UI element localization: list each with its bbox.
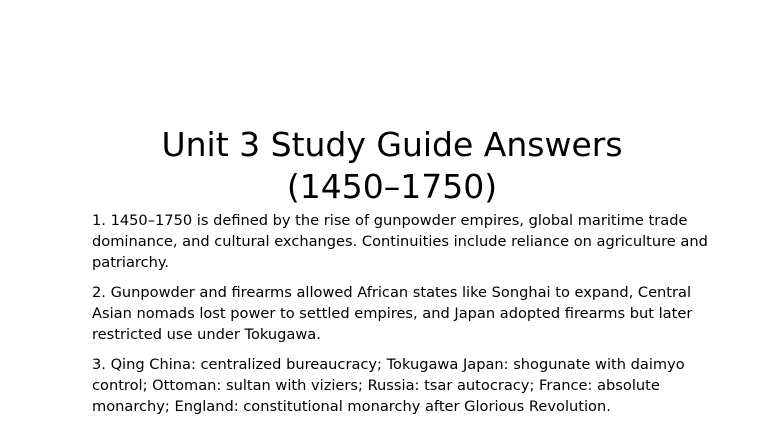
slide-title <box>0 124 784 208</box>
answer-paragraph-1: 1. 1450–1750 is defined by the rise of gunpowder empires, global maritime trade dominance, and cultural exchanges. Continuities include reliance on agriculture and patriarchy. <box>92 212 708 271</box>
answer-paragraph-3: 3. Qing China: centralized bureaucracy; Tokugawa Japan: shogunate with daimyo control; Ottoman: sultan with viziers; Russia: tsar autocracy; France: absolute monarchy; England: constitutional monarchy after Glorious Revolution. <box>92 356 685 415</box>
slide-body <box>92 210 712 426</box>
title-line-1: Unit 3 Study Guide Answers <box>161 125 623 164</box>
title-line-2: (1450–1750) <box>286 167 498 206</box>
answer-paragraph-2: 2. Gunpowder and firearms allowed African states like Songhai to expand, Central Asian nomads lost power to settled empires, and Japan adopted firearms but later restricted use under Tokugawa. <box>92 284 693 343</box>
